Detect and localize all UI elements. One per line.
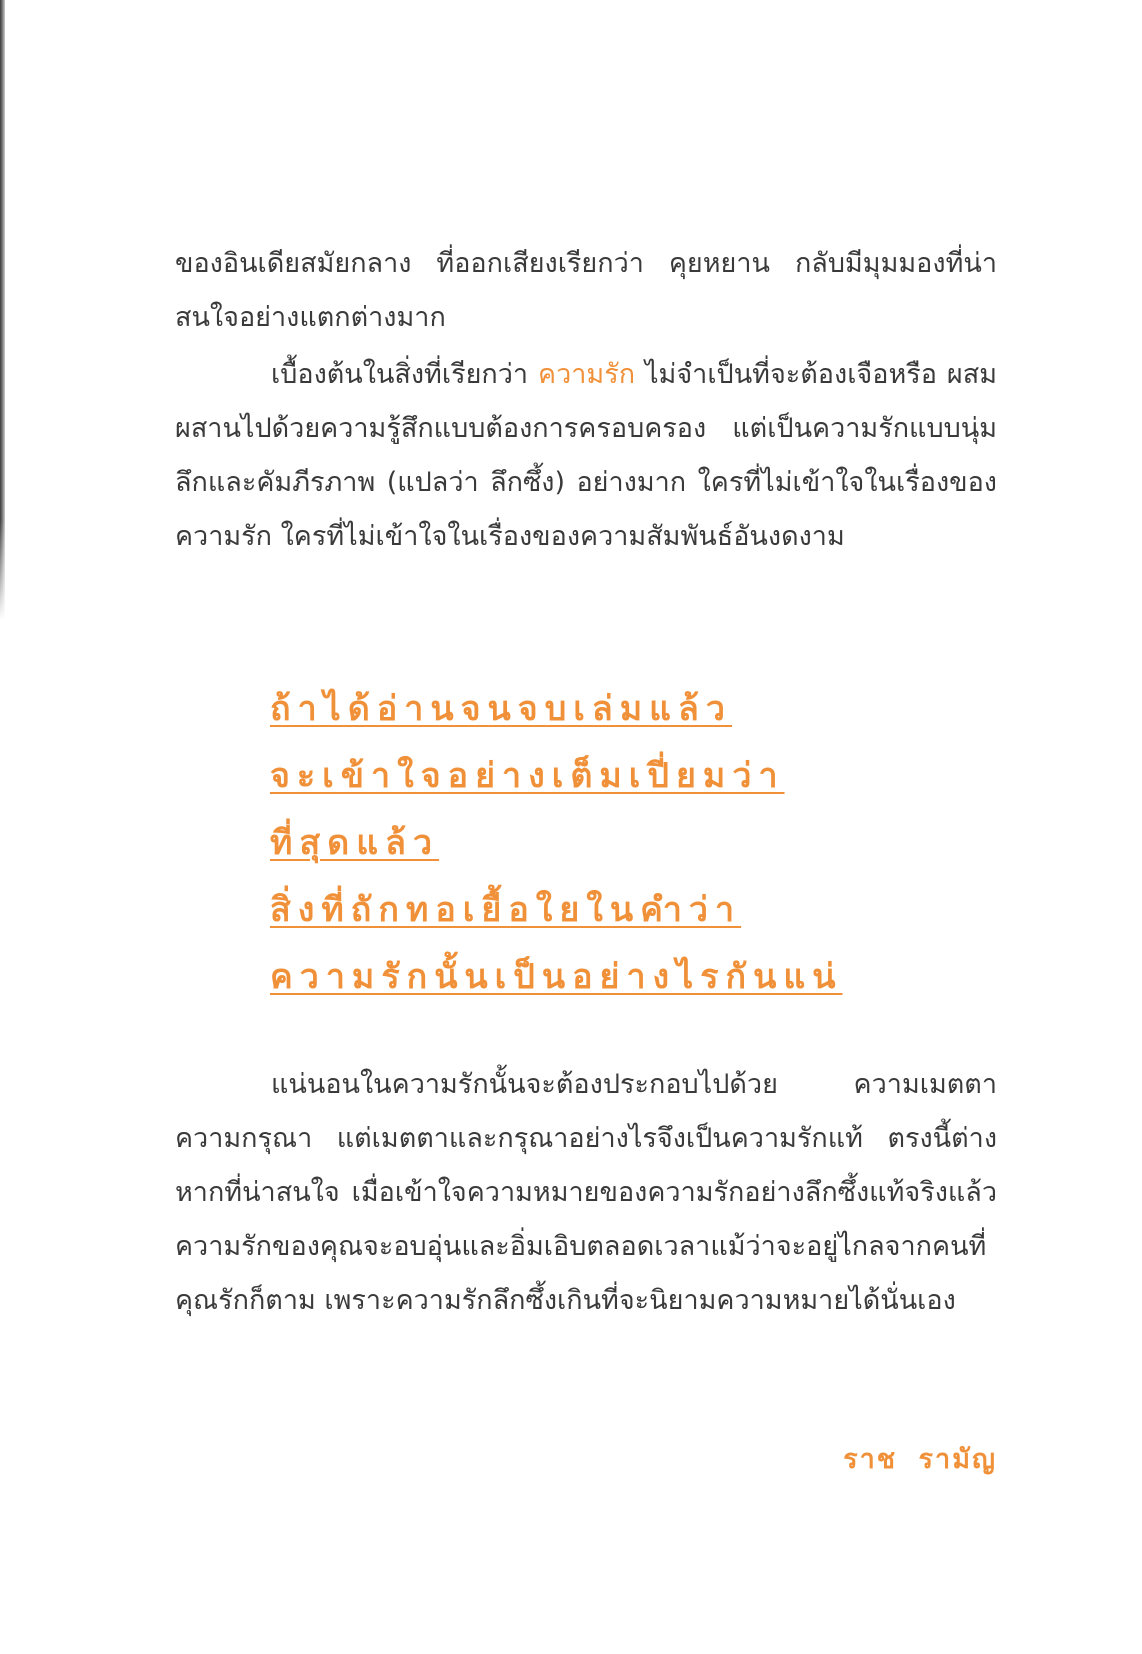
pull-quote — [270, 676, 950, 1011]
paragraph-love-definition-text — [175, 348, 997, 564]
pull-quote-line: สิ่งที่ถักทอเยื้อใยในคำว่า — [270, 890, 742, 930]
page-binding-edge-fade — [0, 520, 5, 620]
paragraph-love-definition-lead: เบื้องต้นในสิ่งที่เรียกว่า — [271, 359, 539, 390]
paragraph-conclusion-text: แน่นอนในความรักนั้นจะต้องประกอบไปด้วย ความเมตตา ความกรุณา แต่เมตตาและกรุณาอย่างไรจึงเป็นความรักแท้ ตรงนี้ต่างหากที่น่าสนใจ เมื่อเข้าใจความหมายของความรักอย่างลึกซึ้งแท้จริงแล้ว ความรักของคุณจะอบอุ่นและอิ่มเอิบตลอดเวลาแม้ว่าจะอยู่ไกลจากคนที่คุณรักก็ตาม เพราะความรักลึกซึ้งเกินที่จะนิยามความหมายได้นั่นเอง — [175, 1069, 997, 1316]
paragraph-love-definition — [175, 348, 997, 564]
pull-quote-line: ถ้าได้อ่านจนจบเล่มแล้ว — [270, 689, 732, 729]
paragraph-intro — [175, 237, 997, 345]
paragraph-intro-text: ของอินเดียสมัยกลาง ที่ออกเสียงเรียกว่า คุยหยาน กลับมีมุมมองที่น่าสนใจอย่างแตกต่างมาก — [175, 248, 997, 333]
paragraph-conclusion — [175, 1058, 997, 1328]
pull-quote-line: จะเข้าใจอย่างเต็มเปี่ยมว่า — [270, 756, 785, 796]
highlight-love-term: ความรัก — [538, 359, 636, 390]
author-signature: ราช รามัญ — [843, 1444, 997, 1475]
pull-quote-line: ความรักนั้นเป็นอย่างไรกันแน่ — [270, 957, 843, 997]
paragraph-love-definition-rest: ไม่จำเป็นที่จะต้องเจือหรือ ผสมผสานไปด้วยความรู้สึกแบบต้องการครอบครอง แต่เป็นความรักแบบนุ่มลึกและคัมภีรภาพ (แปลว่า ลึกซึ้ง) อย่างมาก ใครที่ไม่เข้าใจในเรื่องของความรัก ใครที่ไม่เข้าใจในเรื่องของความสัมพันธ์อันงดงาม — [175, 359, 998, 552]
pull-quote-line: ที่สุดแล้ว — [270, 823, 440, 863]
